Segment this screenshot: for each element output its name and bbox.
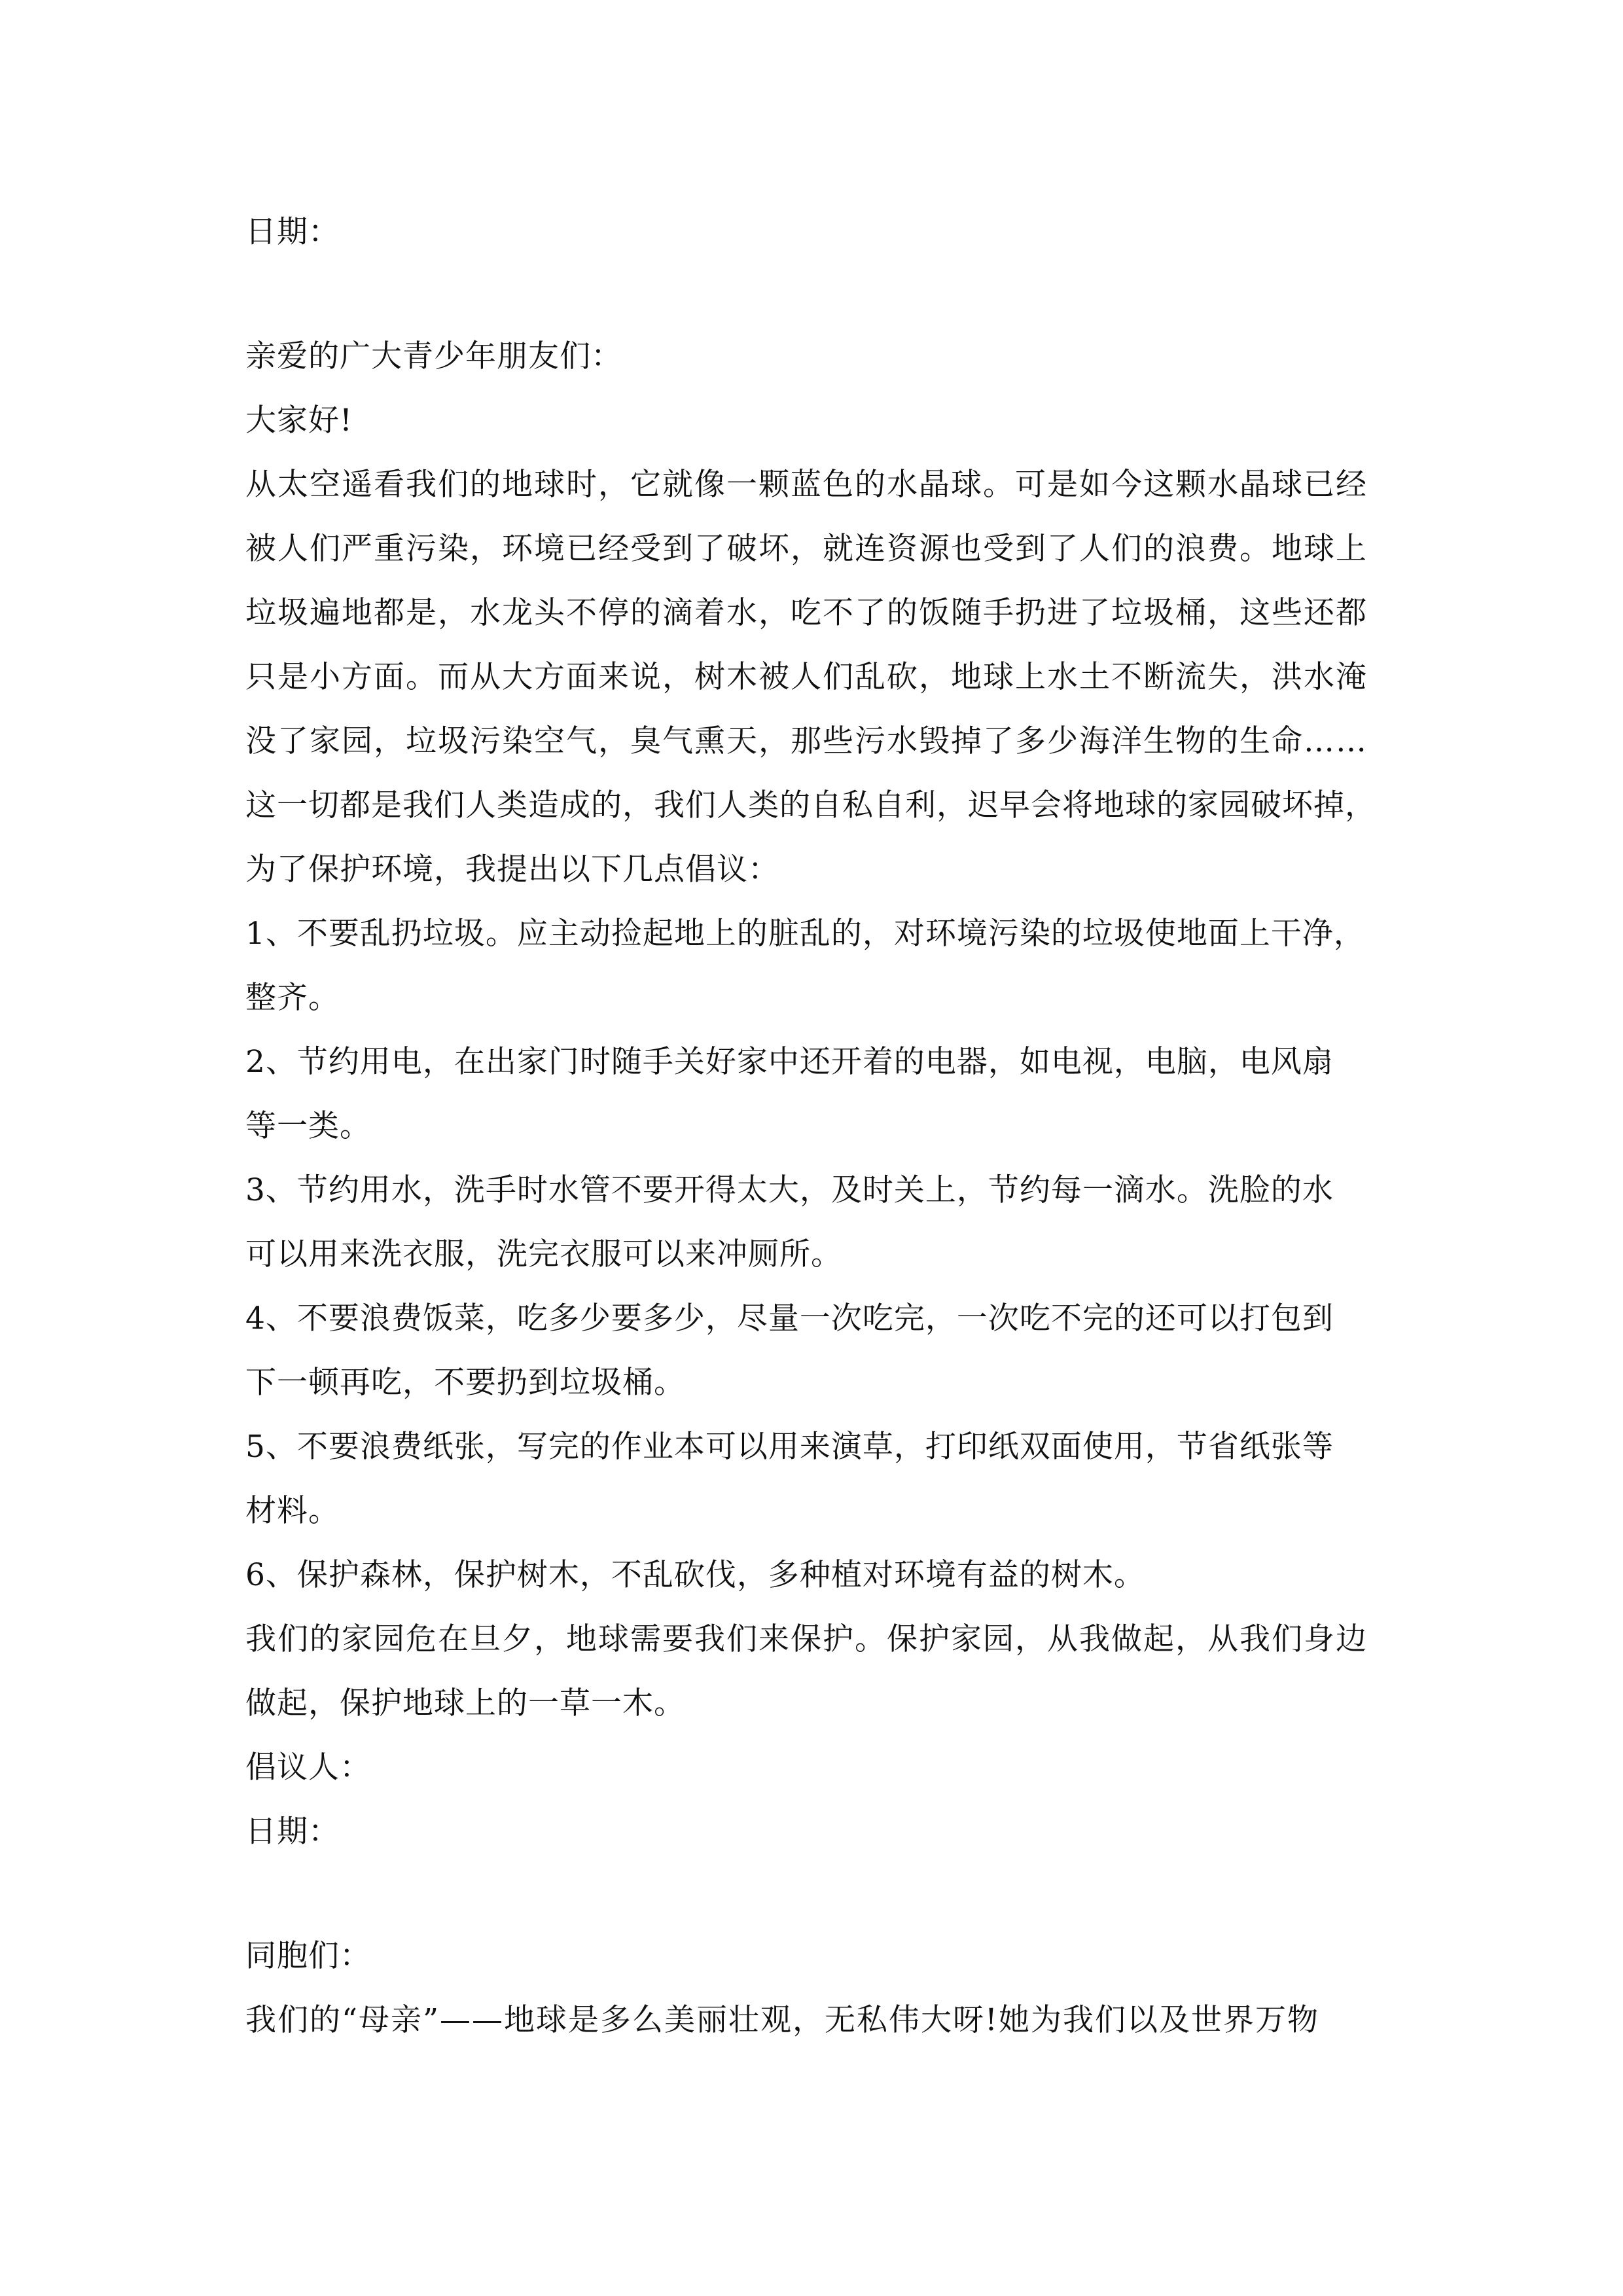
list-item: 3、节约用水，洗手时水管不要开得太大，及时关上，节约每一滴水。洗脸的水 <box>245 1172 1334 1208</box>
list-item: 2、节约用电，在出家门时随手关好家中还开着的电器，如电视，电脑，电风扇 <box>245 1044 1334 1080</box>
paragraph-line: 没了家园，垃圾污染空气，臭气熏天，那些污水毁掉了多少海洋生物的生命…… <box>245 723 1368 759</box>
paragraph-line: 从太空遥看我们的地球时，它就像一颗蓝色的水晶球。可是如今这颗水晶球已经 <box>245 467 1368 503</box>
list-item-continuation: 整齐。 <box>245 980 340 1016</box>
date-line: 日期： <box>245 1814 340 1850</box>
salutation: 同胞们： <box>245 1938 371 1974</box>
signature-label: 倡议人： <box>245 1749 371 1785</box>
list-item-continuation: 可以用来洗衣服，洗完衣服可以来冲厕所。 <box>245 1236 842 1272</box>
list-item: 6、保护森林，保护树木，不乱砍伐，多种植对环境有益的树木。 <box>245 1557 1145 1593</box>
list-item-continuation: 材料。 <box>245 1493 340 1529</box>
paragraph-line: 做起，保护地球上的一草一木。 <box>245 1685 685 1721</box>
list-item: 1、不要乱扔垃圾。应主动捡起地上的脏乱的，对环境污染的垃圾使地面上干净， <box>245 916 1365 952</box>
paragraph-line: 我们的“母亲”——地球是多么美丽壮观，无私伟大呀!她为我们以及世界万物 <box>245 2002 1319 2038</box>
date-line: 日期： <box>245 214 340 250</box>
paragraph-line: 垃圾遍地都是，水龙头不停的滴着水，吃不了的饭随手扔进了垃圾桶，这些还都 <box>245 595 1368 631</box>
greeting: 大家好! <box>245 403 353 439</box>
list-item: 5、不要浪费纸张，写完的作业本可以用来演草，打印纸双面使用，节省纸张等 <box>245 1429 1334 1465</box>
paragraph-line: 被人们严重污染，环境已经受到了破坏，就连资源也受到了人们的浪费。地球上 <box>245 531 1368 567</box>
paragraph-line: 我们的家园危在旦夕，地球需要我们来保护。保护家园，从我做起，从我们身边 <box>245 1621 1368 1657</box>
list-item-continuation: 下一顿再吃，不要扔到垃圾桶。 <box>245 1365 685 1401</box>
list-item-continuation: 等一类。 <box>245 1108 371 1144</box>
paragraph-line: 为了保护环境，我提出以下几点倡议： <box>245 852 779 888</box>
list-item: 4、不要浪费饭菜，吃多少要多少，尽量一次吃完，一次吃不完的还可以打包到 <box>245 1300 1334 1336</box>
salutation: 亲爱的广大青少年朋友们： <box>245 338 622 374</box>
paragraph-line: 只是小方面。而从大方面来说，树木被人们乱砍，地球上水土不断流失，洪水淹 <box>245 659 1368 695</box>
paragraph-line: 这一切都是我们人类造成的，我们人类的自私自利，迟早会将地球的家园破坏掉， <box>245 787 1376 823</box>
